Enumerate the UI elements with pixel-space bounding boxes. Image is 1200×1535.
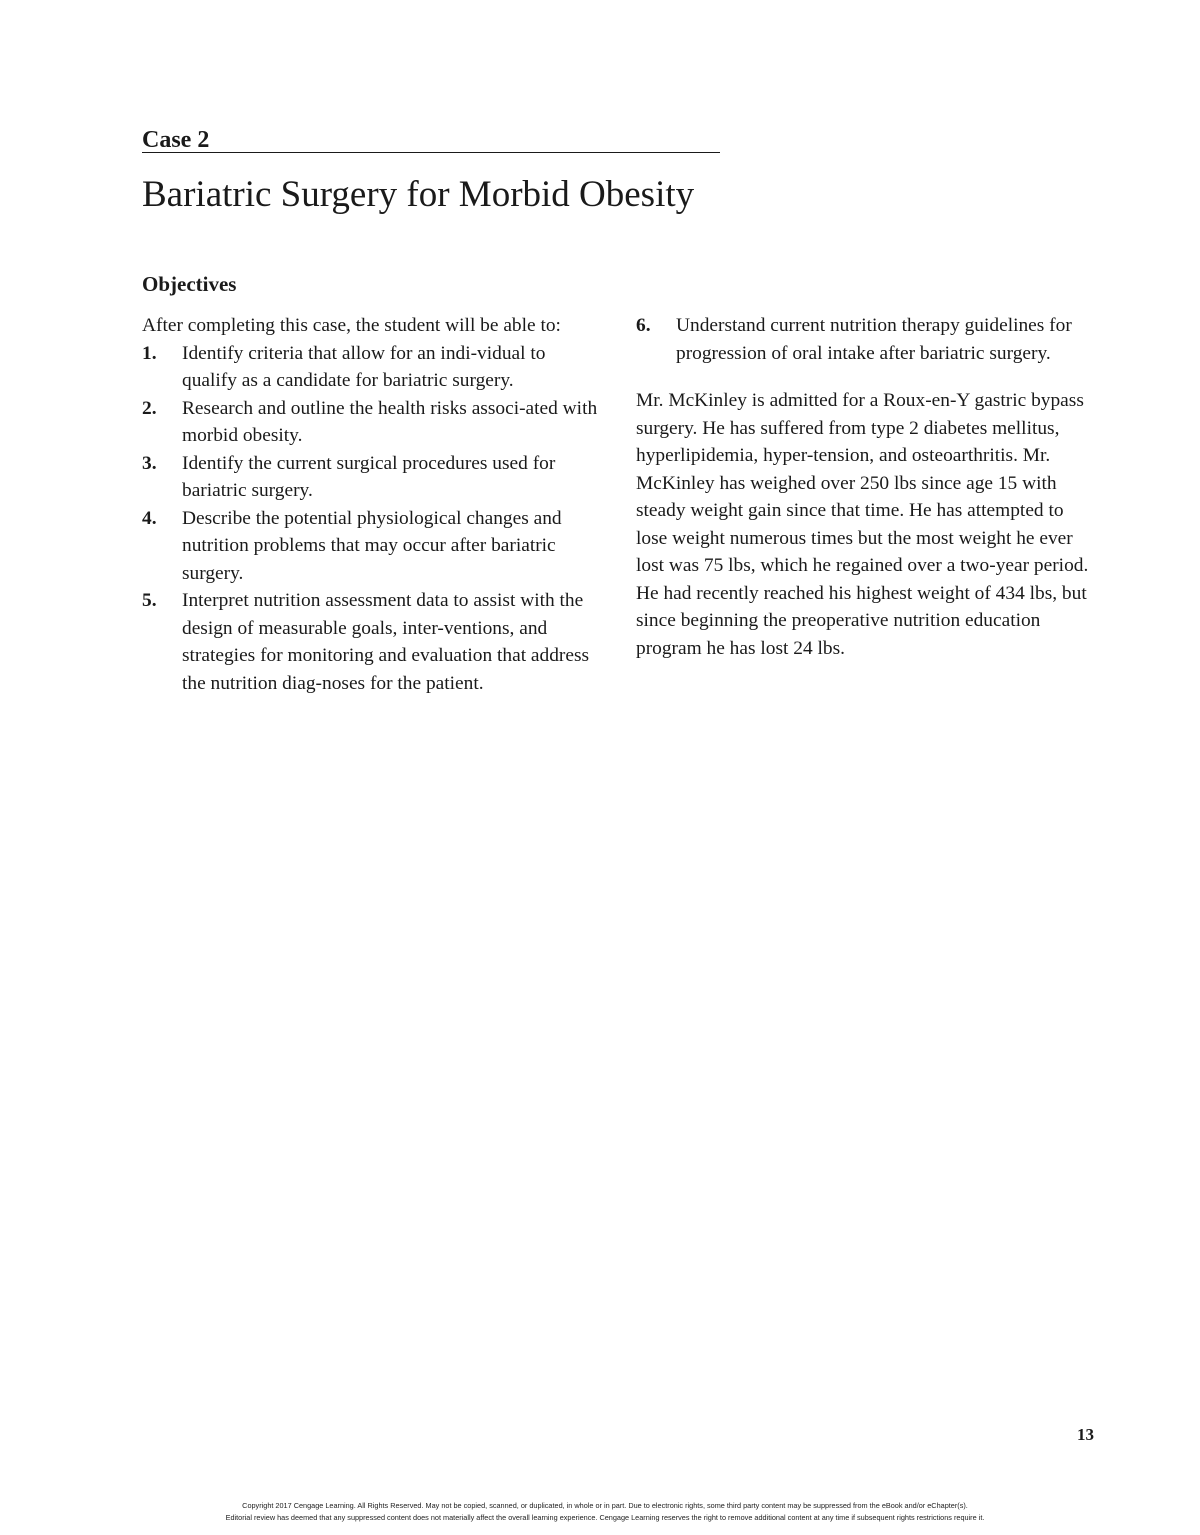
right-column — [636, 312, 1098, 662]
objective-item — [142, 340, 604, 395]
objective-text: Identify the current surgical procedures used for bariatric surgery. — [182, 452, 556, 501]
objective-number: 5. — [142, 590, 157, 611]
objective-item — [636, 312, 1098, 367]
objective-number: 4. — [142, 507, 157, 529]
objective-item — [142, 395, 604, 450]
objective-item — [142, 587, 604, 697]
page-number: 13 — [1077, 1425, 1094, 1444]
case-description: Mr. McKinley is admitted for a Roux-en-Y gastric bypass surgery. He has suffered from type 2 diabetes mellitus, hyperlipidemia, hyper-tension, and osteoarthritis. Mr. McKinley has weighed over 250 lbs since age 15 with steady weight gain since that time. He has attempted to lose weight numerous times but the most weight he ever lost was 75 lbs, which he regained over a two-year period. He had recently reached his highest weight of 434 lbs, but since beginning the preoperative nutrition education program he has lost 24 lbs. — [636, 390, 1089, 659]
objective-text: Research and outline the health risks associ-ated with morbid obesity. — [182, 397, 598, 446]
objective-text: Describe the potential physiological changes and nutrition problems that may occur after bariatric surgery. — [182, 507, 562, 584]
copyright-line-2: Editorial review has deemed that any suppressed content does not materially affect the overall learning experience. Cengage Learning reserves the right to remove additional content at any time if subsequent rights restrictions require it. — [225, 1513, 985, 1522]
objective-number: 3. — [142, 452, 157, 474]
objective-text: Interpret nutrition assessment data to assist with the design of measurable goals, inter-ventions, and strategies for monitoring and evaluation that address the nutrition diag-noses for the patient. — [182, 590, 590, 694]
objective-text: Identify criteria that allow for an indi-vidual to qualify as a candidate for bariatric surgery. — [182, 342, 546, 391]
objectives-intro: After completing this case, the student will be able to: — [142, 315, 561, 336]
objective-number: 6. — [636, 315, 651, 336]
copyright-line-1: Copyright 2017 Cengage Learning. All Rights Reserved. May not be copied, scanned, or duplicated, in whole or in part. Due to electronic rights, some third party content may be suppressed from the eBook and/or eChapter(s). — [242, 1501, 968, 1510]
objectives-list-left — [142, 340, 604, 698]
objectives-list-right — [636, 312, 1098, 367]
objective-number: 1. — [142, 342, 157, 364]
objective-item — [142, 450, 604, 505]
left-column — [142, 312, 604, 697]
case-label: Case 2 — [142, 126, 720, 153]
objective-number: 2. — [142, 397, 157, 419]
page-title: Bariatric Surgery for Morbid Obesity — [142, 174, 695, 215]
objective-text: Understand current nutrition therapy guidelines for progression of oral intake after bariatric surgery. — [676, 315, 1072, 364]
copyright-footer — [110, 1500, 1100, 1524]
objectives-heading: Objectives — [142, 272, 237, 296]
objective-item — [142, 505, 604, 588]
